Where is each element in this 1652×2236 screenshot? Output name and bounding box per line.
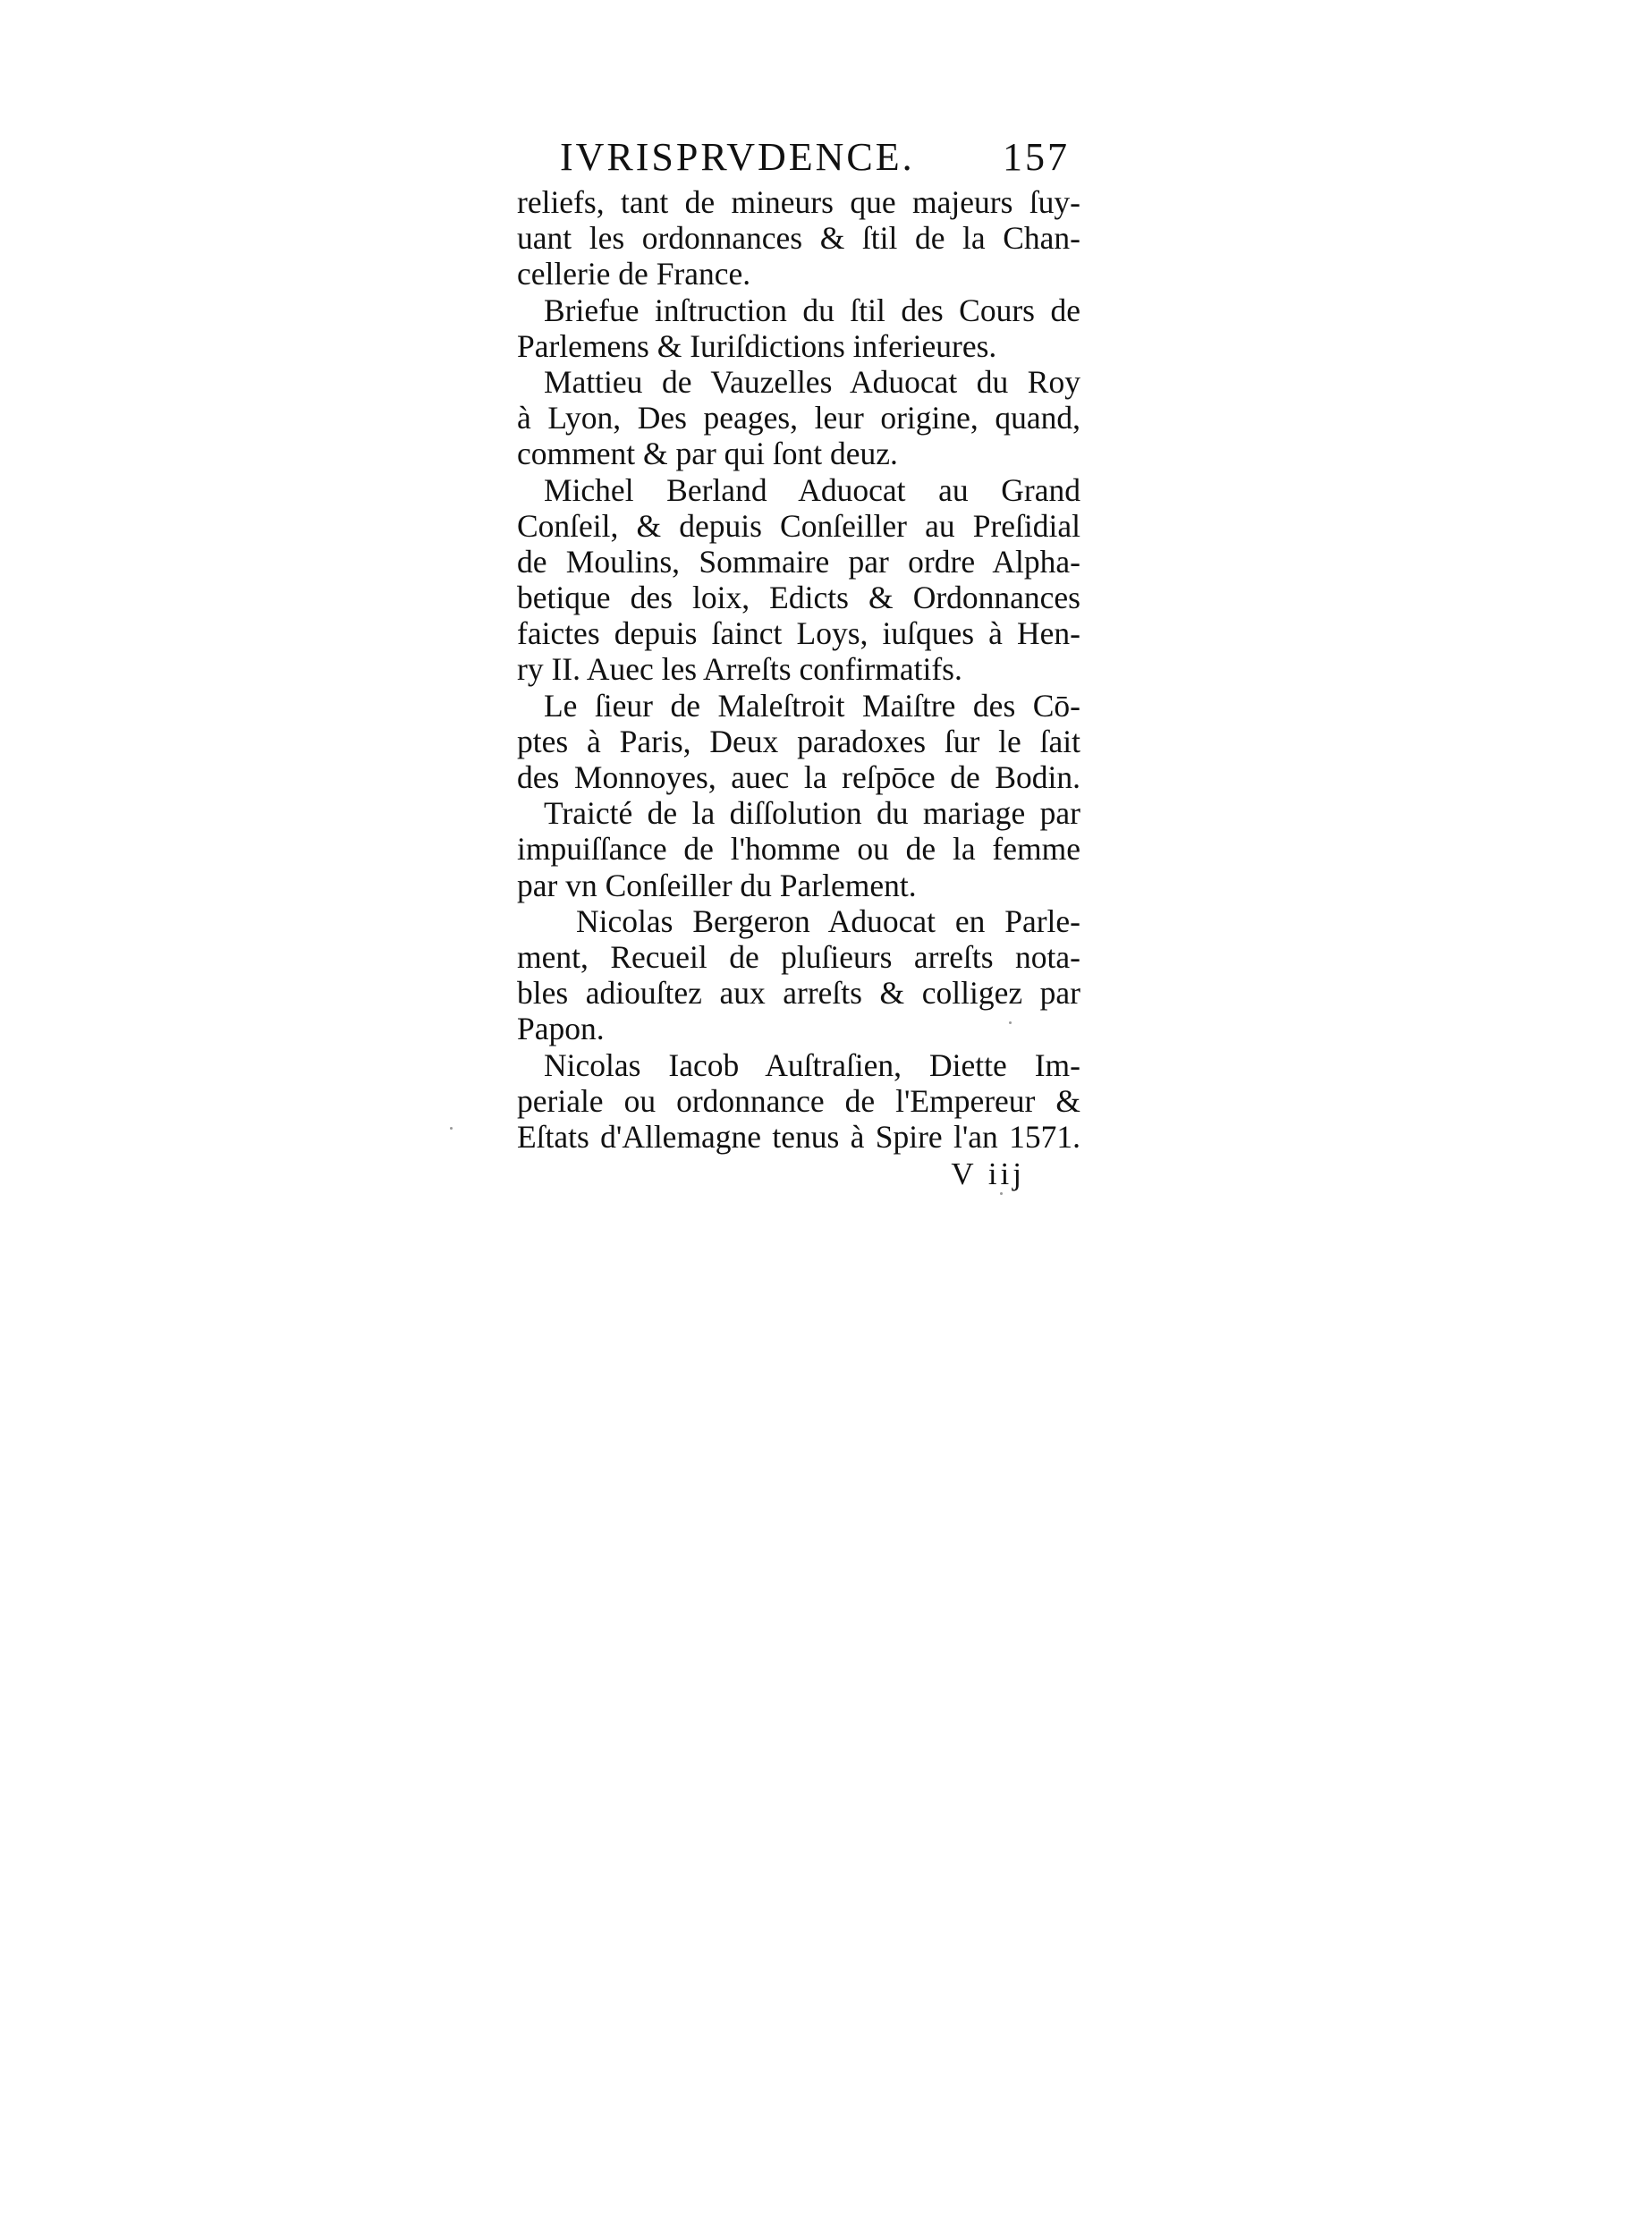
- text-line: Papon.: [517, 1011, 605, 1047]
- text-line: bles adiouſtez aux arreſts & colligez par: [517, 975, 1080, 1012]
- running-head: [517, 134, 1080, 184]
- text-line: Parlemens & Iuriſdictions inferieures.: [517, 327, 997, 364]
- text-line: Briefue inſtruction du ſtil des Cours de: [544, 292, 1080, 328]
- text-line: par vn Conſeiller du Parlement.: [517, 867, 917, 903]
- text-line: reliefs, tant de mineurs que majeurs ſuy-: [517, 184, 1080, 220]
- entry-malestroit: [517, 688, 1080, 796]
- paper-speck: [1000, 1192, 1003, 1195]
- text-line: Mattieu de Vauzelles Aduocat du Roy: [544, 363, 1080, 400]
- text-line: faictes depuis ſainct Loys, iuſques à Hen-: [517, 615, 1080, 652]
- entry-iacob: [517, 1047, 1080, 1156]
- text-line: ptes à Paris, Deux paradoxes ſur le ſait: [517, 723, 1080, 759]
- text-line: comment & par qui ſont deuz.: [517, 436, 898, 472]
- text-line: betique des loix, Edicts & Ordonnances: [517, 580, 1080, 616]
- text-line: Eſtats d'Allemagne tenus à Spire l'an 1571.: [517, 1118, 1080, 1155]
- entry-bergeron: [517, 903, 1080, 1047]
- entry-vauzelles: [517, 364, 1080, 472]
- entry-briefue-instruction: [517, 292, 1080, 364]
- signature-mark-text: V iij: [951, 1156, 1025, 1192]
- running-title: IVRISPRVDENCE.: [560, 135, 915, 179]
- text-line: cellerie de France.: [517, 256, 751, 292]
- signature-mark: [517, 1155, 1080, 1194]
- paper-speck: [450, 1127, 453, 1130]
- text-line: ry II. Auec les Arreſts confirmatifs.: [517, 651, 962, 688]
- paper-speck: [1009, 1021, 1012, 1024]
- text-line: Nicolas Iacob Auſtraſien, Diette Im-: [544, 1046, 1080, 1083]
- page-number: 157: [1003, 135, 1070, 179]
- text-line: impuiſſance de l'homme ou de la femme: [517, 831, 1080, 868]
- entry-chancellerie-reliefs: [517, 184, 1080, 292]
- text-line: de Moulins, Sommaire par ordre Alpha-: [517, 543, 1080, 580]
- text-line: uant les ordonnances & ſtil de la Chan-: [517, 220, 1080, 257]
- text-line: Le ſieur de Maleſtroit Maiſtre des Cō-: [544, 687, 1080, 724]
- text-line: ment, Recueil de pluſieurs arreſts nota-: [517, 938, 1080, 975]
- text-line: des Monnoyes, auec la reſpōce de Bodin.: [517, 759, 1080, 795]
- text-block: [517, 134, 1080, 1194]
- text-line: periale ou ordonnance de l'Empereur &: [517, 1082, 1080, 1119]
- text-line: Michel Berland Aduocat au Grand: [544, 471, 1080, 508]
- text-line: Nicolas Bergeron Aduocat en Parle-: [576, 902, 1080, 939]
- text-line: Traicté de la diſſolution du mariage par: [544, 795, 1080, 832]
- text-line: à Lyon, Des peages, leur origine, quand,: [517, 400, 1080, 436]
- text-line: Conſeil, & depuis Conſeiller au Preſidial: [517, 507, 1080, 544]
- entry-traicte-dissolution: [517, 795, 1080, 903]
- entry-berland: [517, 472, 1080, 688]
